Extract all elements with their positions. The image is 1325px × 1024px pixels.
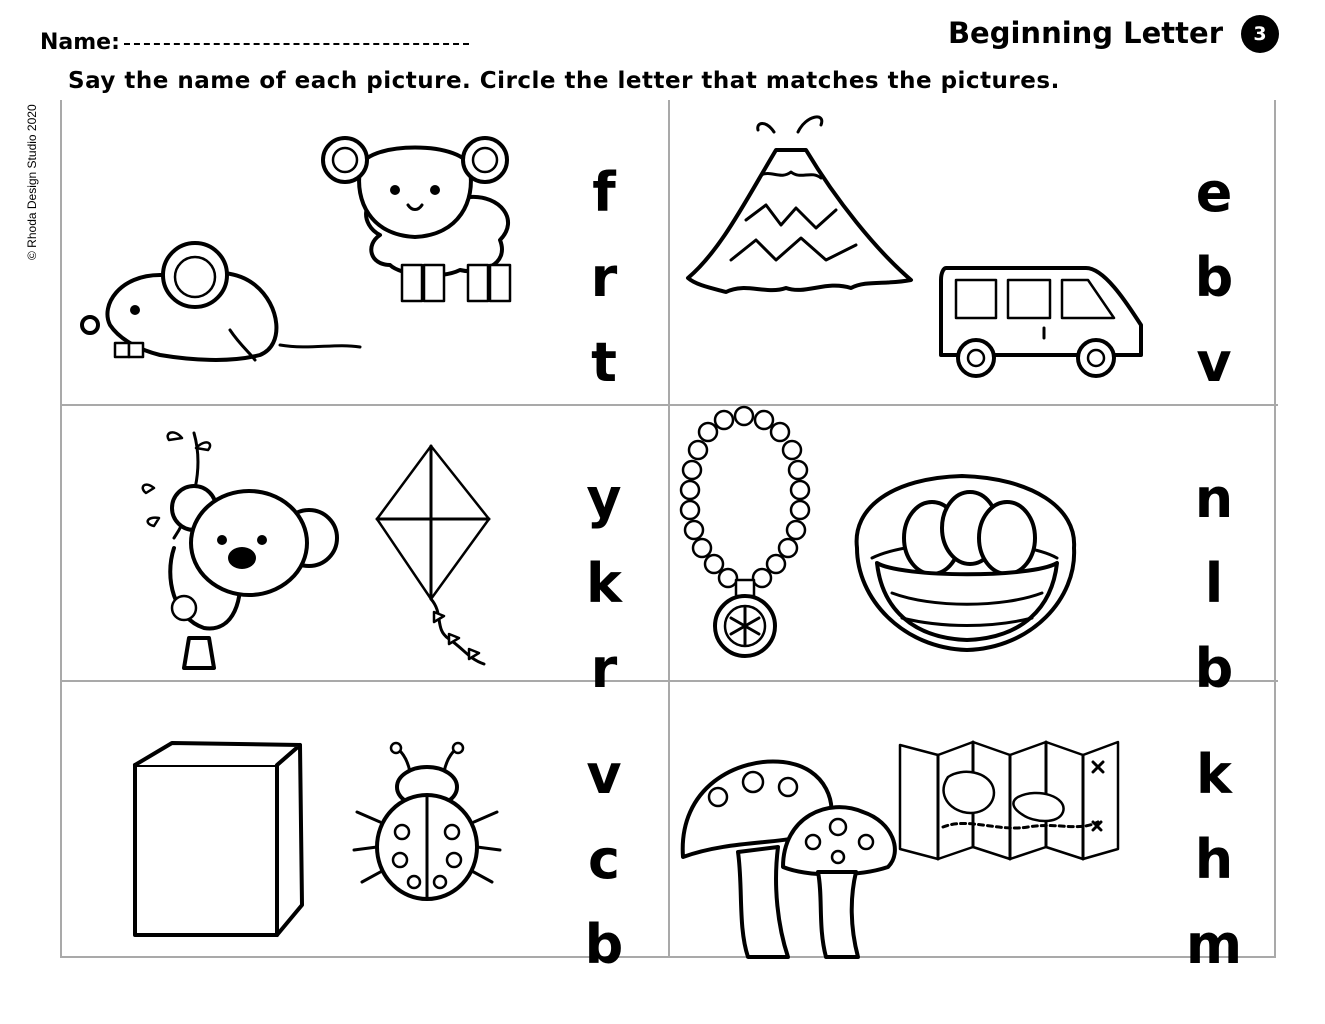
letter-choice[interactable]: k — [586, 552, 622, 615]
cell-3 — [62, 406, 670, 700]
kite-icon — [374, 444, 504, 669]
letter-choice[interactable]: c — [587, 828, 620, 891]
bag-icon — [132, 740, 307, 940]
cell-1 — [62, 100, 670, 406]
letter-choice[interactable]: y — [586, 467, 622, 530]
cell-5 — [62, 682, 670, 976]
letter-choice[interactable]: e — [1195, 161, 1233, 224]
letter-choice[interactable]: l — [1204, 552, 1224, 615]
letter-choice[interactable]: k — [1196, 743, 1232, 806]
letter-choice[interactable]: r — [590, 637, 618, 700]
letter-choices — [574, 150, 634, 405]
letter-choices — [574, 456, 634, 711]
page-title: Beginning Letter — [947, 16, 1223, 50]
letter-choices — [1184, 732, 1244, 987]
necklace-icon — [676, 408, 811, 663]
van-icon — [936, 260, 1146, 385]
letter-choices — [1184, 456, 1244, 711]
ram-icon — [320, 125, 540, 305]
cell-4 — [670, 406, 1278, 700]
letter-choice[interactable]: r — [590, 246, 618, 309]
letter-choices — [1184, 150, 1244, 405]
volcano-icon — [686, 110, 916, 310]
letter-choice[interactable]: b — [1194, 246, 1234, 309]
name-field[interactable] — [40, 30, 469, 55]
instructions-text: Say the name of each picture. Circle the letter that matches the pictures. — [68, 68, 1060, 94]
mushroom-icon — [678, 757, 903, 967]
copyright-text: © Rhoda Design Studio 2020 — [25, 104, 39, 260]
letter-choice[interactable]: h — [1194, 828, 1234, 891]
letter-choice[interactable]: t — [591, 331, 617, 394]
letter-choice[interactable]: b — [584, 913, 624, 976]
name-label: Name: — [40, 30, 120, 55]
bug-icon — [352, 742, 507, 902]
page-number-badge: 3 — [1241, 15, 1279, 53]
koala-icon — [134, 428, 349, 673]
letter-choice[interactable]: n — [1194, 467, 1234, 530]
letter-choice[interactable]: b — [1194, 637, 1234, 700]
name-blank-line[interactable] — [124, 43, 469, 45]
letter-choice[interactable]: f — [592, 161, 616, 224]
letter-choices — [574, 732, 634, 987]
nest-icon — [852, 468, 1082, 653]
letter-choice[interactable]: m — [1185, 913, 1243, 976]
letter-choice[interactable]: v — [586, 743, 622, 806]
letter-choice[interactable]: v — [1196, 331, 1232, 394]
worksheet-grid — [60, 100, 1276, 976]
cell-2 — [670, 100, 1278, 406]
cell-6 — [670, 682, 1278, 976]
map-icon — [898, 737, 1123, 862]
